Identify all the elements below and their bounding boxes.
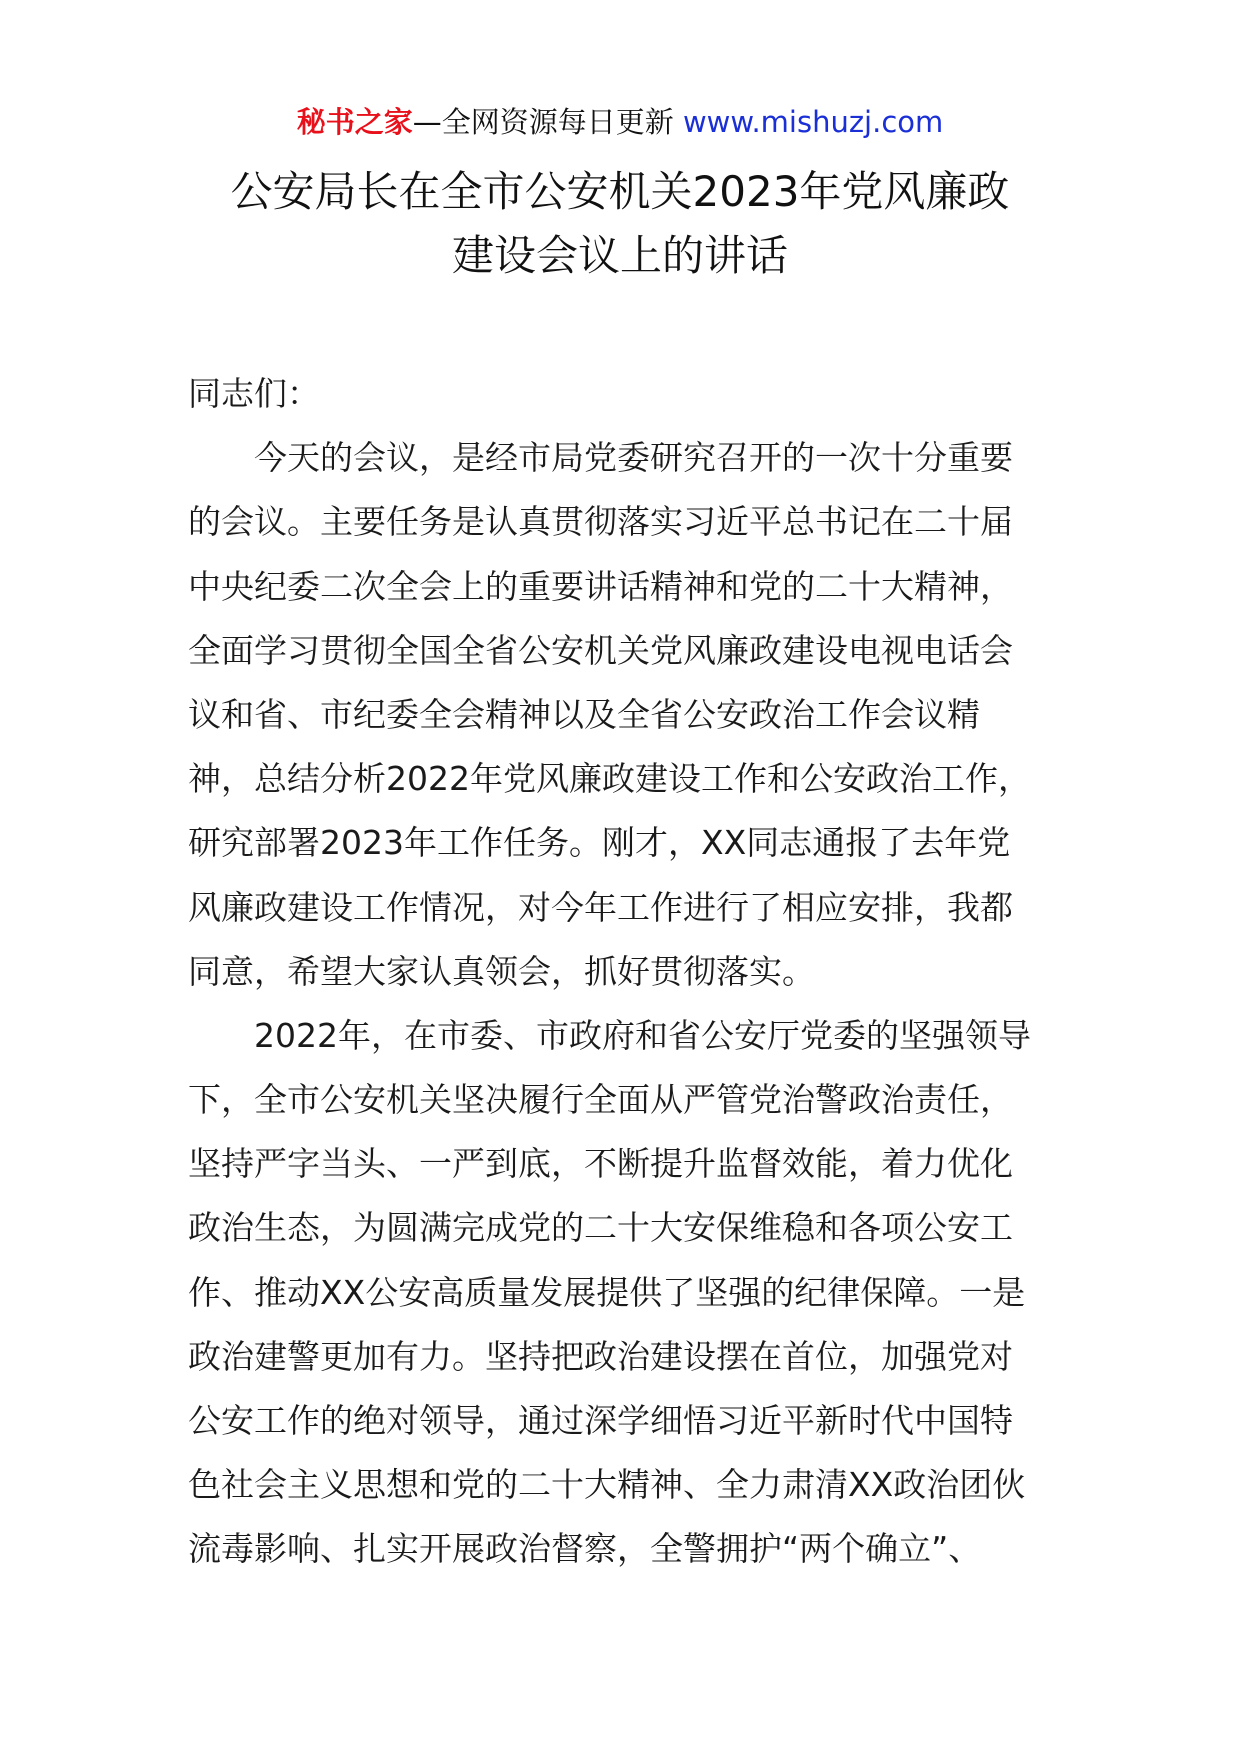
paragraph-line: 的会议。主要任务是认真贯彻落实习近平总书记在二十届 <box>188 502 1013 542</box>
paragraph-line: 公安工作的绝对领导，通过深学细悟习近平新时代中国特 <box>188 1401 1013 1440</box>
paragraph-line: 流毒影响、扎实开展政治督察，全警拥护“两个确立”、 <box>188 1529 982 1569</box>
paragraph-line: 神，总结分析2022年党风廉政建设工作和公安政治工作， <box>188 759 1031 799</box>
document-body <box>188 362 1068 1582</box>
banner-url-link[interactable]: www.mishuzj.com <box>682 105 944 139</box>
paragraph-line: 全面学习贯彻全国全省公安机关党风廉政建设电视电话会 <box>188 630 1013 670</box>
banner-slogan: —全网资源每日更新 <box>412 105 683 139</box>
paragraph-line: 中央纪委二次全会上的重要讲话精神和党的二十大精神， <box>188 566 1013 606</box>
paragraph-line: 色社会主义思想和党的二十大精神、全力肃清XX政治团伙 <box>188 1465 1026 1505</box>
paragraph-line: 议和省、市纪委全会精神以及全省公安政治工作会议精 <box>188 694 980 734</box>
paragraph-line: 研究部署2023年工作任务。刚才，XX同志通报了去年党 <box>188 823 1011 863</box>
greeting: 同志们： <box>188 374 320 413</box>
paragraph-line: 政治生态，为圆满完成党的二十大安保维稳和各项公安工 <box>188 1208 1013 1248</box>
paragraph-line: 政治建警更加有力。坚持把政治建设摆在首位，加强党对 <box>188 1336 1013 1376</box>
site-banner <box>0 100 1240 144</box>
paragraph-line: 2022年，在市委、市政府和省公安厅党委的坚强领导 <box>254 1015 1031 1055</box>
title-line-1: 公安局长在全市公安机关2023年党风廉政 <box>230 167 1010 216</box>
paragraph-line: 作、推动XX公安高质量发展提供了坚强的纪律保障。一是 <box>188 1272 1026 1312</box>
banner-brand: 秘书之家 <box>296 105 413 139</box>
document-title <box>150 160 1090 288</box>
paragraph-line: 同意，希望大家认真领会，抓好贯彻落实。 <box>188 951 815 991</box>
paragraph-line: 风廉政建设工作情况，对今年工作进行了相应安排，我都 <box>188 887 1013 927</box>
paragraph-line: 坚持严字当头、一严到底，不断提升监督效能，着力优化 <box>188 1144 1013 1184</box>
paragraph-line: 今天的会议，是经市局党委研究召开的一次十分重要 <box>254 438 1013 478</box>
paragraph-line: 下，全市公安机关坚决履行全面从严管党治警政治责任， <box>188 1080 1013 1120</box>
title-line-2: 建设会议上的讲话 <box>451 231 788 280</box>
